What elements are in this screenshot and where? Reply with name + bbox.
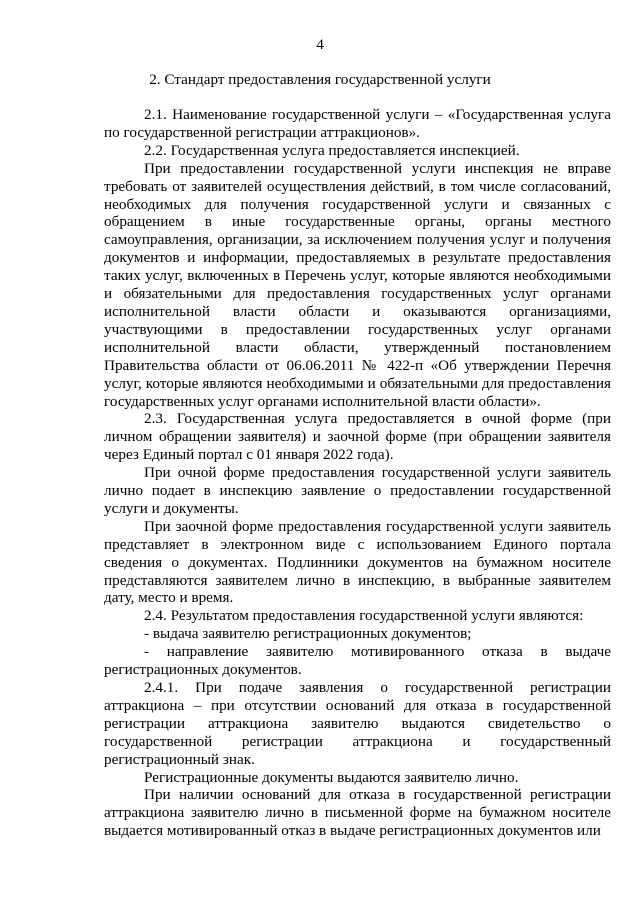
section-title: 2. Стандарт предоставления государственной услуги <box>149 71 491 88</box>
list-item-refusal: - направление заявителю мотивированного отказа в выдаче регистрационных документов. <box>104 643 611 679</box>
paragraph-2-2: 2.2. Государственная услуга предоставляется инспекцией. <box>144 141 520 159</box>
paragraph-2-4-1: 2.4.1. При подаче заявления о государственной регистрации аттракциона – при отсутствии оснований для отказа в государственной регистрации аттракциона заявителю выдаются свидетельство о государственной регистрации аттракциона и государственный регистрационный знак. <box>104 679 611 768</box>
paragraph-remote-form: При заочной форме предоставления государственной услуги заявитель представляет в электронном виде с использованием Единого портала сведения о документах. Подлинники документов на бумажном носителе представляются заявителем лично в инспекцию, в выбранные заявителем дату, место и время. <box>104 517 611 607</box>
page-number: 4 <box>316 36 324 53</box>
paragraph-personal-issue: Регистрационные документы выдаются заявителю лично. <box>144 768 519 786</box>
paragraph-2-1: 2.1. Наименование государственной услуги – «Государственная услуга по государственной регистрации аттракционов». <box>104 106 611 141</box>
paragraph-2-3: 2.3. Государственная услуга предоставляется в очной форме (при личном обращении заявителя) и заочной форме (при обращении заявителя через Единый портал с 01 января 2022 года). <box>104 410 611 464</box>
document-body <box>104 106 611 840</box>
paragraph-in-person-form: При очной форме предоставления государственной услуги заявитель лично подает в инспекцию заявление о предоставлении государственной услуги и документы. <box>104 464 611 517</box>
paragraph-refusal-grounds: При наличии оснований для отказа в государственной регистрации аттракциона заявителю лично в письменной форме на бумажном носителе выдается мотивированный отказ в выдаче регистрационных документов или <box>104 786 611 840</box>
paragraph-2-4: 2.4. Результатом предоставления государственной услуги являются: <box>144 607 584 625</box>
list-item-issue-documents: - выдача заявителю регистрационных документов; <box>144 625 472 643</box>
paragraph-restrictions: При предоставлении государственной услуги инспекция не вправе требовать от заявителей осуществления действий, в том числе согласований, необходимых для получения государственной услуги и связанных с обращением в иные государственные органы, органы местного самоуправления, организации, за исключением получения услуг и получения документов и информации, предоставляемых в результате предоставления таких услуг, включенных в Перечень услуг, которые являются необходимыми и обязательными для предоставления государственных услуг органами исполнительной власти области и оказываются организациями, участвующими в предоставлении государственных услуг органами исполнительной власти области, утвержденный постановлением Правительства области от 06.06.2011 № 422-п «Об утверждении Перечня услуг, которые являются необходимыми и обязательными для предоставления государственных услуг органами исполнительной власти области». <box>104 159 611 410</box>
